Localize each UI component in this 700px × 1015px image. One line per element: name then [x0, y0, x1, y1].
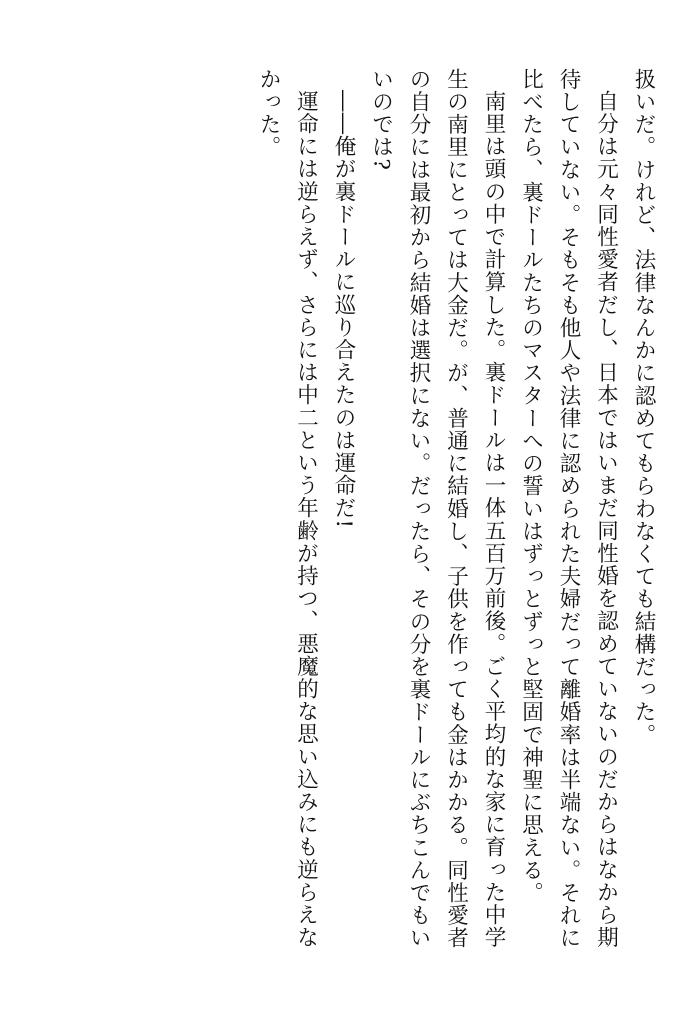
vertical-text-body — [250, 68, 663, 968]
paragraph-5: 運命には逆らえず、さらには中二という年齢が持つ、悪魔的な思い込みにも逆らえなかった。 — [256, 68, 319, 949]
paragraph-1: 扱いだ。けれど、法律なんかに認めてもらわなくても結構だった。 — [631, 68, 656, 746]
paragraph-4: ――俺が裏ドールに巡り合えたのは運命だ! — [331, 89, 356, 529]
paragraph-2: 自分は元々同性愛者だし、日本ではいまだ同性婚を認めていないのだからはなから期待していない。そもそも他人や法律に認められた夫婦だって離婚率は半端ない。それに比べたら、裏ドールたちのマスターへの誓いはずっとずっと堅固で神聖に思える。 — [518, 68, 619, 950]
paragraph-3: 南里は頭の中で計算した。裏ドールは一体五百万前後。ごく平均的な家に育った中学生の南里にとっては大金だ。が、普通に結婚し、子供を作っても金はかかる。同性愛者の自分には最初から結婚は選択にない。だったら、その分を裏ドールにぶちこんでもいいのでは? — [368, 68, 506, 950]
